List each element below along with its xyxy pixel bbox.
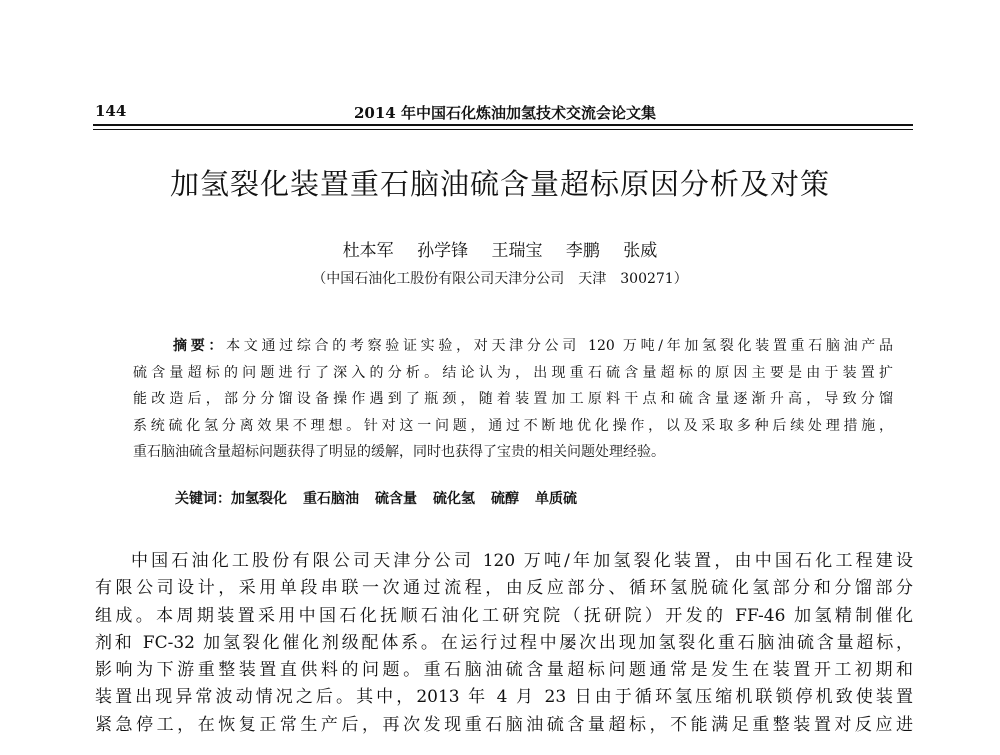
body-line: 影响为下游重整装置直供料的问题。重石脑油硫含量超标问题通常是发生在装置开工初期和: [95, 660, 913, 681]
author-list: 杜本军 孙学锋 王瑞宝 李鹏 张威: [342, 241, 658, 261]
abstract-line: 硫含量超标的问题进行了深入的分析。结论认为，出现重石硫含量超标的原因主要是由于装置扩: [133, 364, 893, 381]
body-line: 组成。本周期装置采用中国石化抚顺石油化工研究院（抚研院）开发的 FF-46 加氢精制催化: [95, 605, 913, 626]
body-line: 装置出现异常波动情况之后。其中，2013 年 4 月 23 日由于循环氢压缩机联锁停机致使装置: [95, 687, 913, 708]
keyword: 硫含量: [375, 491, 417, 507]
abstract-line: [133, 333, 893, 360]
abstract: [133, 333, 893, 466]
body-text: [95, 548, 913, 739]
keyword: 加氢裂化: [231, 491, 287, 507]
abstract-line-text: 本文通过综合的考察验证实验，对天津分公司 120 万吨/年加氢裂化装置重石脑油产品: [226, 338, 893, 354]
keywords-label: 关键词：: [175, 491, 231, 507]
keyword: 单质硫: [535, 491, 577, 507]
body-line: 有限公司设计，采用单段串联一次通过流程，由反应部分、循环氢脱硫化氢部分和分馏部分: [95, 578, 913, 599]
keyword: 硫化氢: [433, 491, 475, 507]
abstract-label: 摘要：: [173, 338, 227, 354]
abstract-line: 系统硫化氢分离效果不理想。针对这一问题，通过不断地优化操作，以及采取多种后续处理措施，: [133, 417, 893, 434]
body-line: 紧急停工，在恢复正常生产后，再次发现重石脑油硫含量超标，不能满足重整装置对反应进: [95, 714, 913, 735]
abstract-line: 重石脑油硫含量超标问题获得了明显的缓解，同时也获得了宝贵的相关问题处理经验。: [133, 444, 665, 460]
header-rule-thick: [93, 124, 913, 126]
paper-title: 加氢裂化装置重石脑油硫含量超标原因分析及对策: [169, 167, 830, 201]
keywords: [175, 488, 577, 508]
header-rule-thin: [93, 129, 913, 130]
abstract-line: 能改造后，部分分馏设备操作遇到了瓶颈，随着装置加工原料干点和硫含量逐渐升高，导致分馏: [133, 391, 893, 407]
running-head: 2014 年中国石化炼油加氢技术交流会论文集: [354, 104, 656, 122]
keyword: 重石脑油: [303, 491, 359, 507]
body-line: 剂和 FC-32 加氢裂化催化剂级配体系。在运行过程中屡次出现加氢裂化重石脑油硫含量超标，: [95, 632, 913, 653]
body-line: 中国石油化工股份有限公司天津分公司 120 万吨/年加氢裂化装置，由中国石化工程建设: [131, 551, 913, 571]
keyword: 硫醇: [491, 491, 519, 507]
page-number: 144: [95, 102, 127, 120]
affiliation: （中国石油化工股份有限公司天津分公司 天津 300271）: [312, 271, 688, 287]
